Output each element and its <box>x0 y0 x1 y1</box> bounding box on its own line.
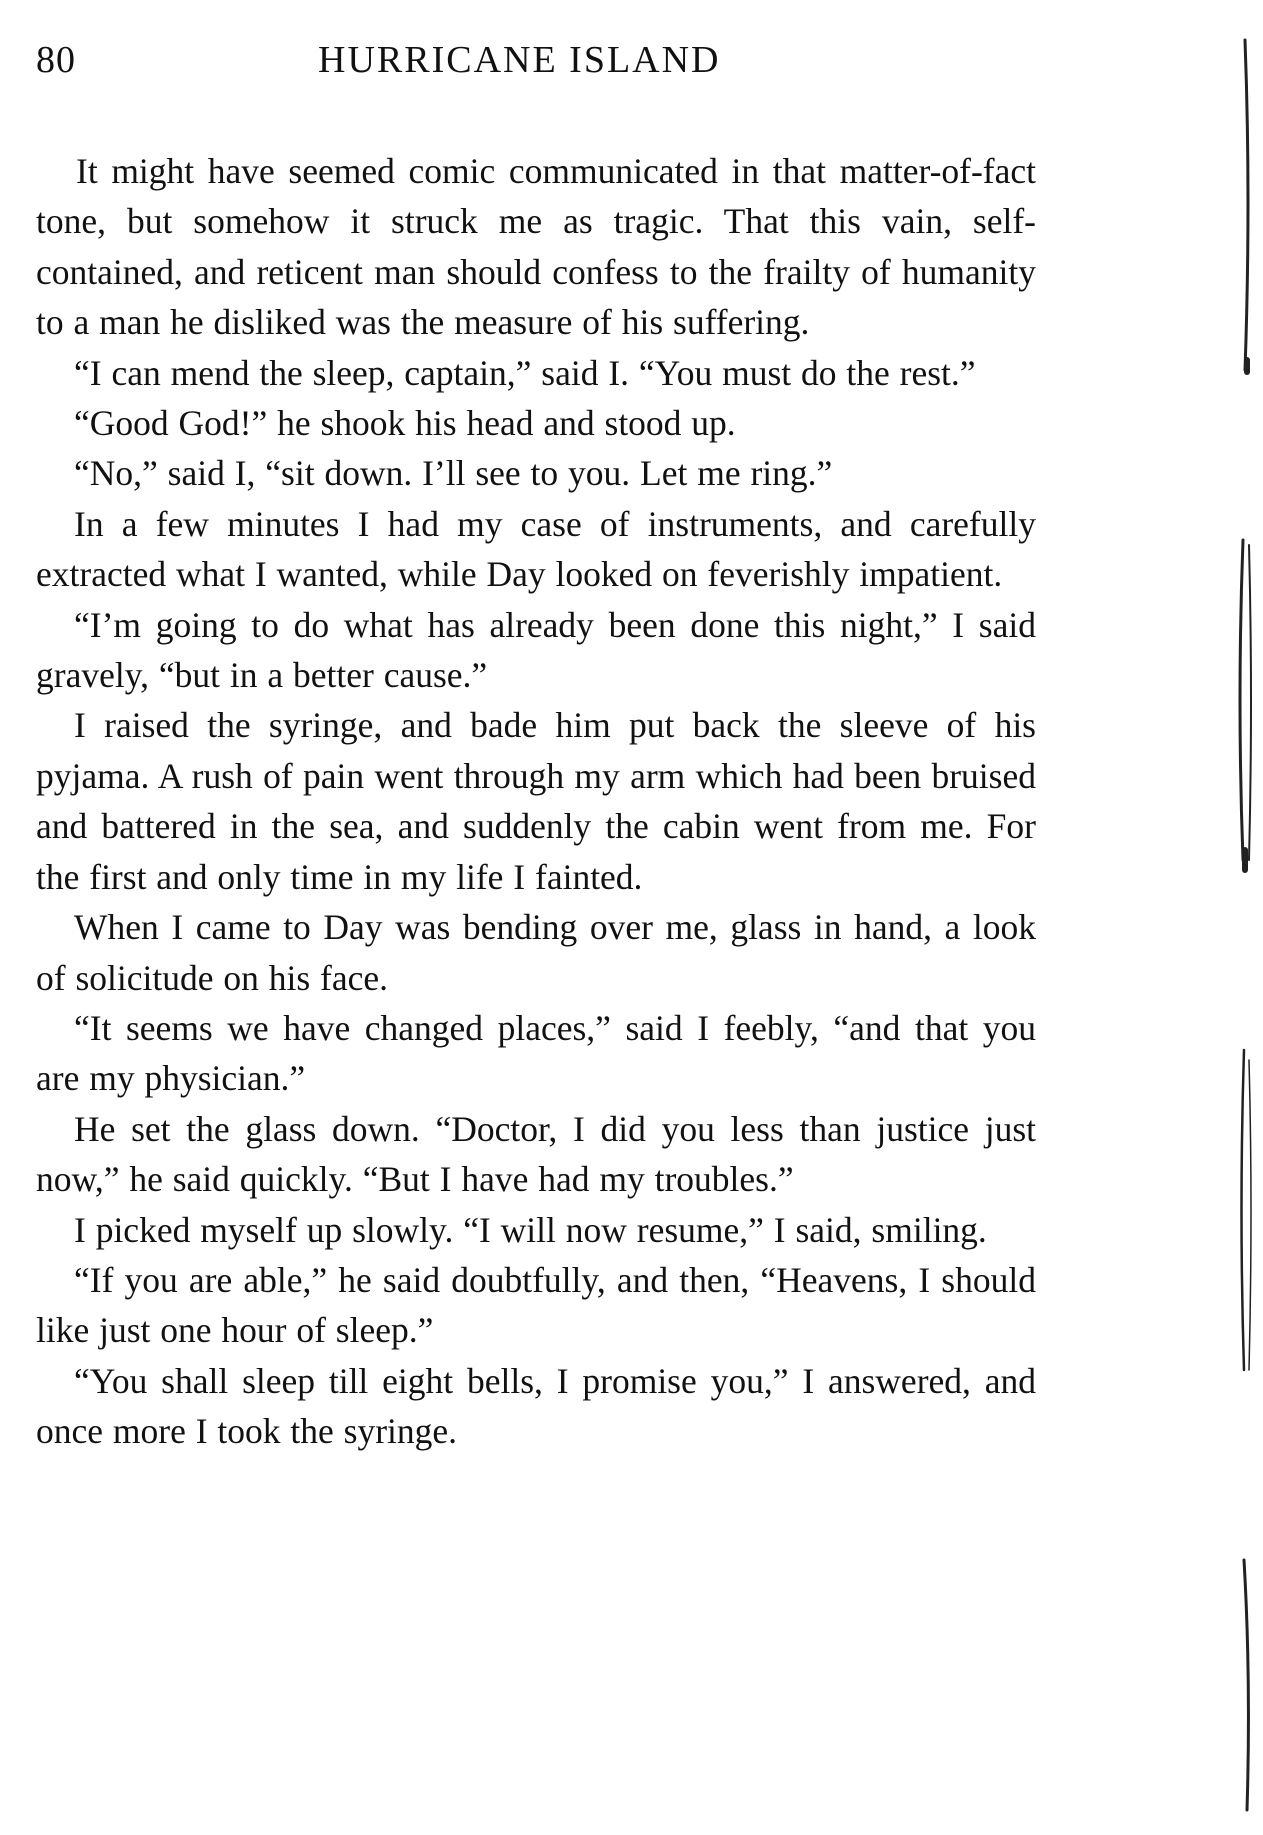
paragraph: He set the glass down. “Doctor, I did you less than justice just now,” he said quickly. “But I have had my troubles.” <box>36 1108 1036 1200</box>
paragraph: “If you are able,” he said doubtfully, and then, “Heavens, I should like just one hour of sleep.” <box>36 1259 1036 1351</box>
paragraph: I raised the syringe, and bade him put back the sleeve of his pyjama. A rush of pain went through my arm which had been bruised and battered in the sea, and suddenly the cabin went from me. For the first and only time in my life I fainted. <box>36 705 1036 897</box>
paragraph: “I’m going to do what has already been done this night,” I said gravely, “but in a better cause.” <box>36 604 1036 696</box>
paragraph: “Good God!” he shook his head and stood up. <box>74 403 736 444</box>
paragraph: I picked myself up slowly. “I will now resume,” I said, smiling. <box>74 1209 987 1250</box>
paragraph: “No,” said I, “sit down. I’ll see to you. Let me ring.” <box>74 453 833 494</box>
paragraph: In a few minutes I had my case of instruments, and carefully extracted what I wanted, while Day looked on feverishly impatient. <box>36 503 1036 595</box>
binding-edge-marks <box>1223 0 1263 1835</box>
page-header <box>36 38 1036 88</box>
paragraph: When I came to Day was bending over me, glass in hand, a look of solicitude on his face. <box>36 907 1036 998</box>
paragraph: “You shall sleep till eight bells, I promise you,” I answered, and once more I took the syringe. <box>36 1360 1036 1452</box>
page-number: 80 <box>36 39 76 81</box>
paragraph: It might have seemed comic communicated in that matter-of-fact tone, but somehow it struck me as tragic. That this vain, self-contained, and reticent man should confess to the frailty of humanity to a man he disliked was the measure of his suffering. <box>36 151 1036 343</box>
paragraph: “It seems we have changed places,” said I feebly, “and that you are my physician.” <box>36 1007 1036 1099</box>
body-text <box>36 146 1036 1457</box>
paragraph: “I can mend the sleep, captain,” said I. “You must do the rest.” <box>74 352 976 393</box>
running-title: HURRICANE ISLAND <box>318 39 721 81</box>
